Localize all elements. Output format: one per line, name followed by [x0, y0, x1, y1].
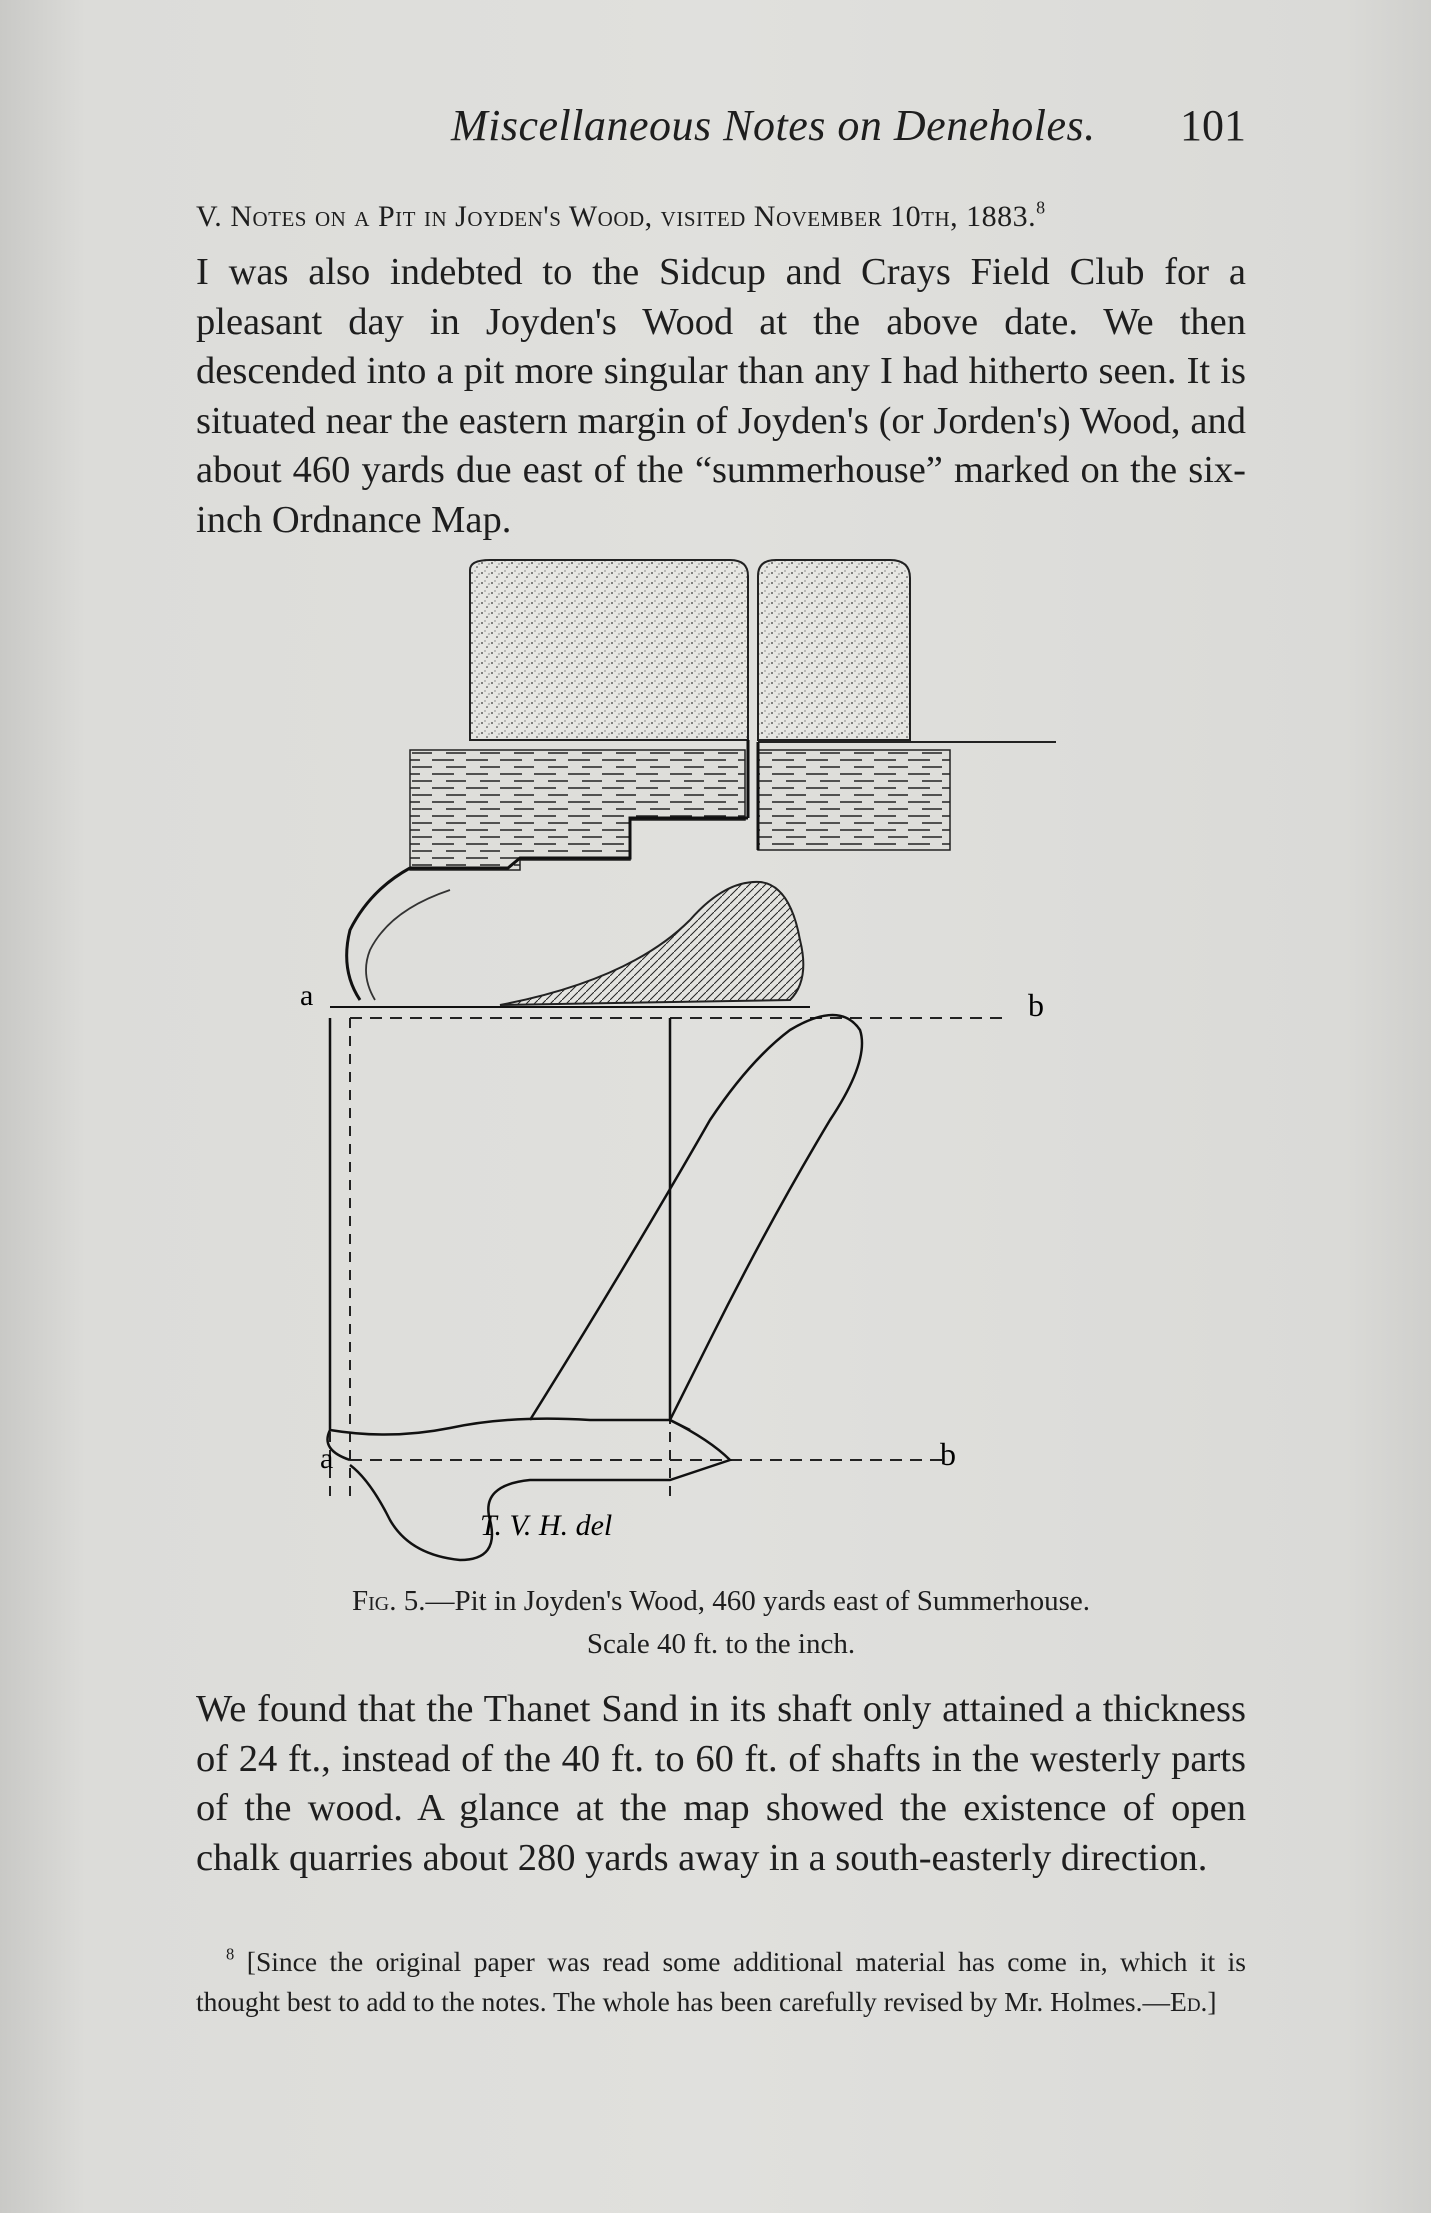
footnote-mark: 8 [226, 1944, 235, 1964]
chalk-beds-right [758, 750, 950, 850]
plan-gallery-diagonal [530, 1015, 862, 1420]
footnote-close: ] [1207, 1986, 1217, 2017]
running-title: Miscellaneous Notes on Deneholes. [451, 101, 1096, 150]
figure-caption-line1 [196, 1585, 1246, 1618]
label-b-upper: b [1028, 987, 1044, 1023]
section-heading-text: Notes on a Pit in Joyden's Wood, visited November 10th, 1883. [230, 200, 1037, 233]
label-a-lower: a [320, 1442, 334, 1475]
footnote [196, 1942, 1246, 2022]
section-numeral: V. [196, 200, 223, 233]
paragraph-intro: I was also indebted to the Sidcup and Crays Field Club for a pleasant day in Joyden's Wood at the above date. We then descended into a pit more singular than any I had hitherto seen. It is situated near the eastern margin of Joyden's (or Jorden's) Wood, and about 460 yards due east of the “summerhouse” marked on the six-inch Ordnance Map. [196, 251, 1246, 541]
paragraph-thanet-sand: We found that the Thanet Sand in its shaft only attained a thickness of 24 ft., instead of the 40 ft. to 60 ft. of shafts in the westerly parts of the wood. A glance at the map showed the existence of open chalk quarries about 280 yards away in a south-easterly direction. [196, 1688, 1246, 1879]
page-header [196, 100, 1246, 160]
figure-caption-line2: Scale 40 ft. to the inch. [586, 1628, 856, 1660]
sand-mass-left [470, 560, 748, 740]
footnote-editor: Ed. [1170, 1986, 1208, 2017]
figure-label: Fig. 5. [352, 1585, 426, 1617]
label-a-upper: a [300, 979, 314, 1012]
figure-caption-text: —Pit in Joyden's Wood, 460 yards east of Summerhouse. [425, 1585, 1090, 1617]
figure-pit-section [300, 560, 1170, 1570]
chalk-beds-left [410, 750, 745, 870]
label-b-lower: b [940, 1436, 956, 1472]
footnote-reference: 8 [1036, 197, 1046, 218]
footnote-text: [Since the original paper was read some additional material has come in, which it is thought best to add to the notes. The whole has been carefully revised by Mr. Holmes.— [196, 1946, 1247, 2017]
pit-section-drawing [300, 560, 1170, 1570]
section-heading [196, 197, 1246, 234]
artist-signature: T. V. H. del [480, 1509, 613, 1542]
debris-cone [500, 882, 803, 1005]
left-gallery [347, 868, 410, 1000]
sand-mass-right [758, 560, 910, 740]
page-number: 101 [1180, 101, 1246, 150]
